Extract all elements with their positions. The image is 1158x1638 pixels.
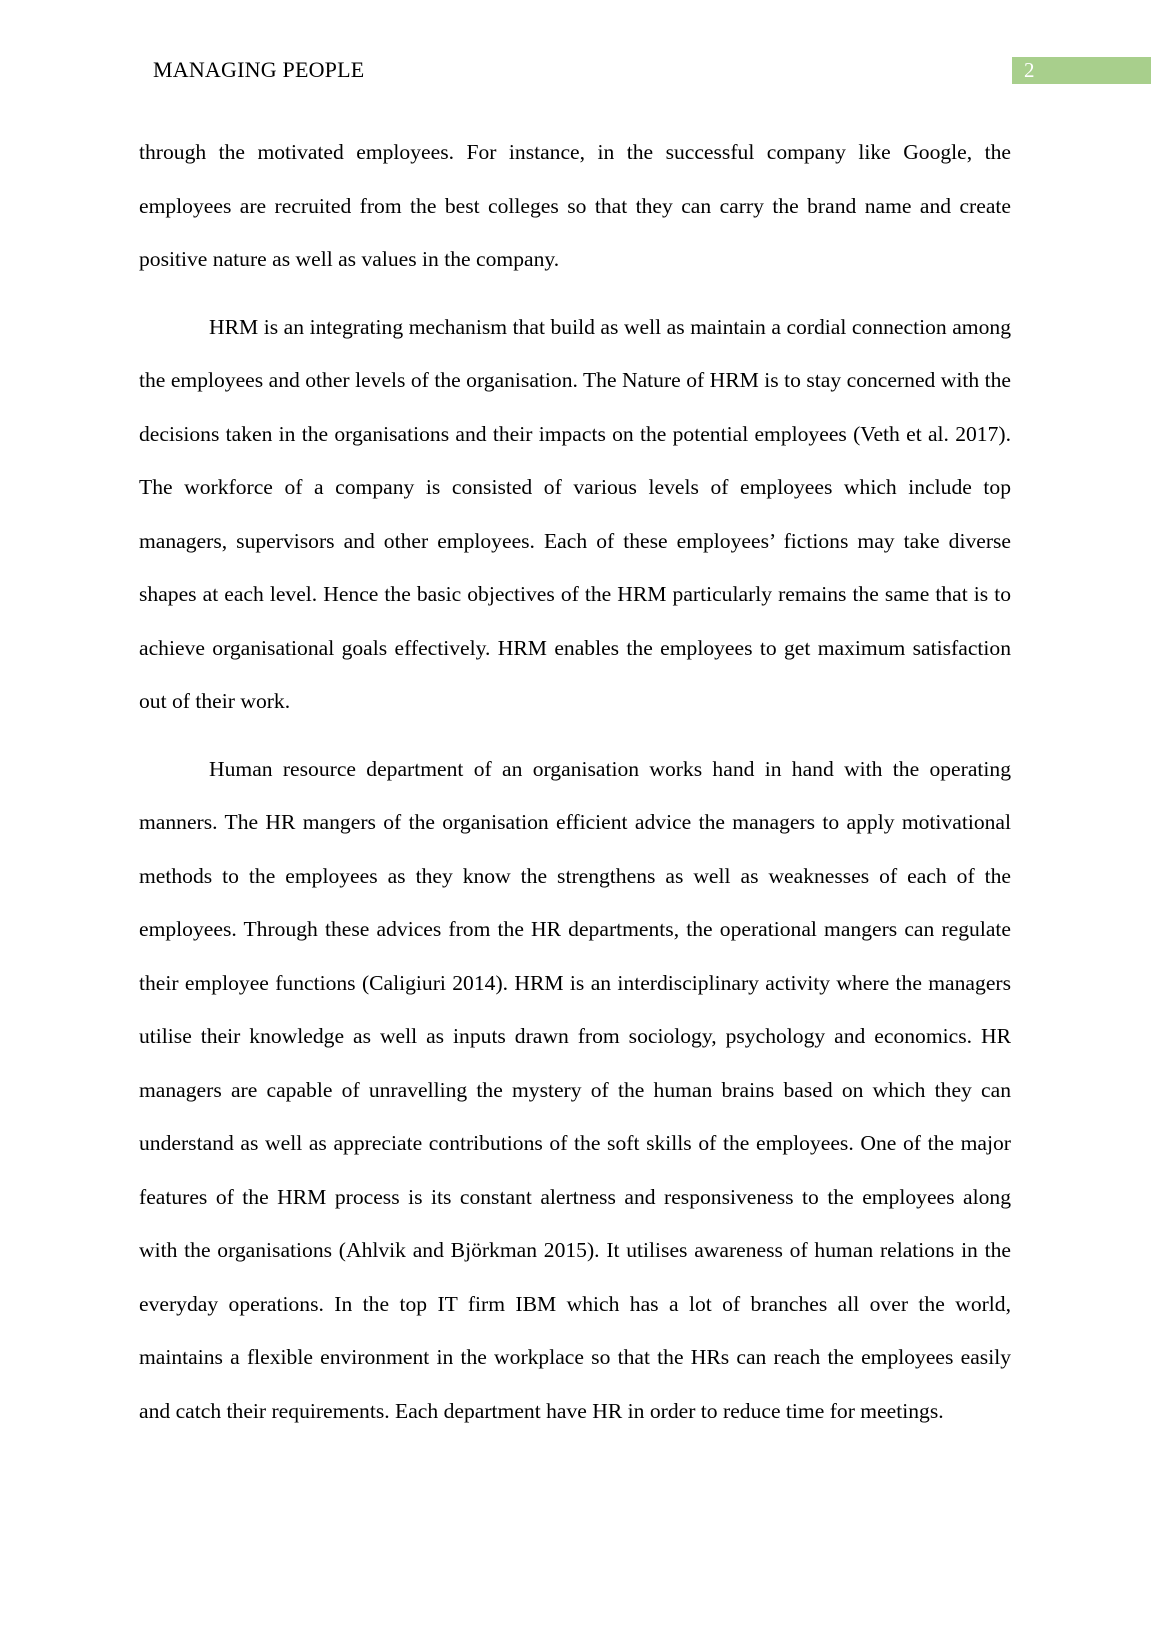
body-text <box>139 126 1011 1452</box>
page-number-box <box>1012 57 1151 84</box>
paragraph-1: through the motivated employees. For instance, in the successful company like Google, the employees are recruited from the best colleges so that they can carry the brand name and create positive nature as well as values in the company. <box>139 140 1011 271</box>
paragraph-2: HRM is an integrating mechanism that build as well as maintain a cordial connection among the employees and other levels of the organisation. The Nature of HRM is to stay concerned with the decisions taken in the organisations and their impacts on the potential employees (Veth et al. 2017). The workforce of a company is consisted of various levels of employees which include top managers, supervisors and other employees. Each of these employees’ fictions may take diverse shapes at each level. Hence the basic objectives of the HRM particularly remains the same that is to achieve organisational goals effectively. HRM enables the employees to get maximum satisfaction out of their work. <box>139 314 1011 713</box>
page-number: 2 <box>1024 58 1035 82</box>
running-head: MANAGING PEOPLE <box>153 57 365 82</box>
paragraph-3: Human resource department of an organisation works hand in hand with the operating manners. The HR mangers of the organisation efficient advice the managers to apply motivational methods to the employees as they know the strengthens as well as weaknesses of each of the employees. Through these advices from the HR departments, the operational mangers can regulate their employee functions (Caligiuri 2014). HRM is an interdisciplinary activity where the managers utilise their knowledge as well as inputs drawn from sociology, psychology and economics. HR managers are capable of unravelling the mystery of the human brains based on which they can understand as well as appreciate contributions of the soft skills of the employees. One of the major features of the HRM process is its constant alertness and responsiveness to the employees along with the organisations (Ahlvik and Björkman 2015). It utilises awareness of human relations in the everyday operations. In the top IT firm IBM which has a lot of branches all over the world, maintains a flexible environment in the workplace so that the HRs can reach the employees easily and catch their requirements. Each department have HR in order to reduce time for meetings. <box>139 756 1011 1423</box>
